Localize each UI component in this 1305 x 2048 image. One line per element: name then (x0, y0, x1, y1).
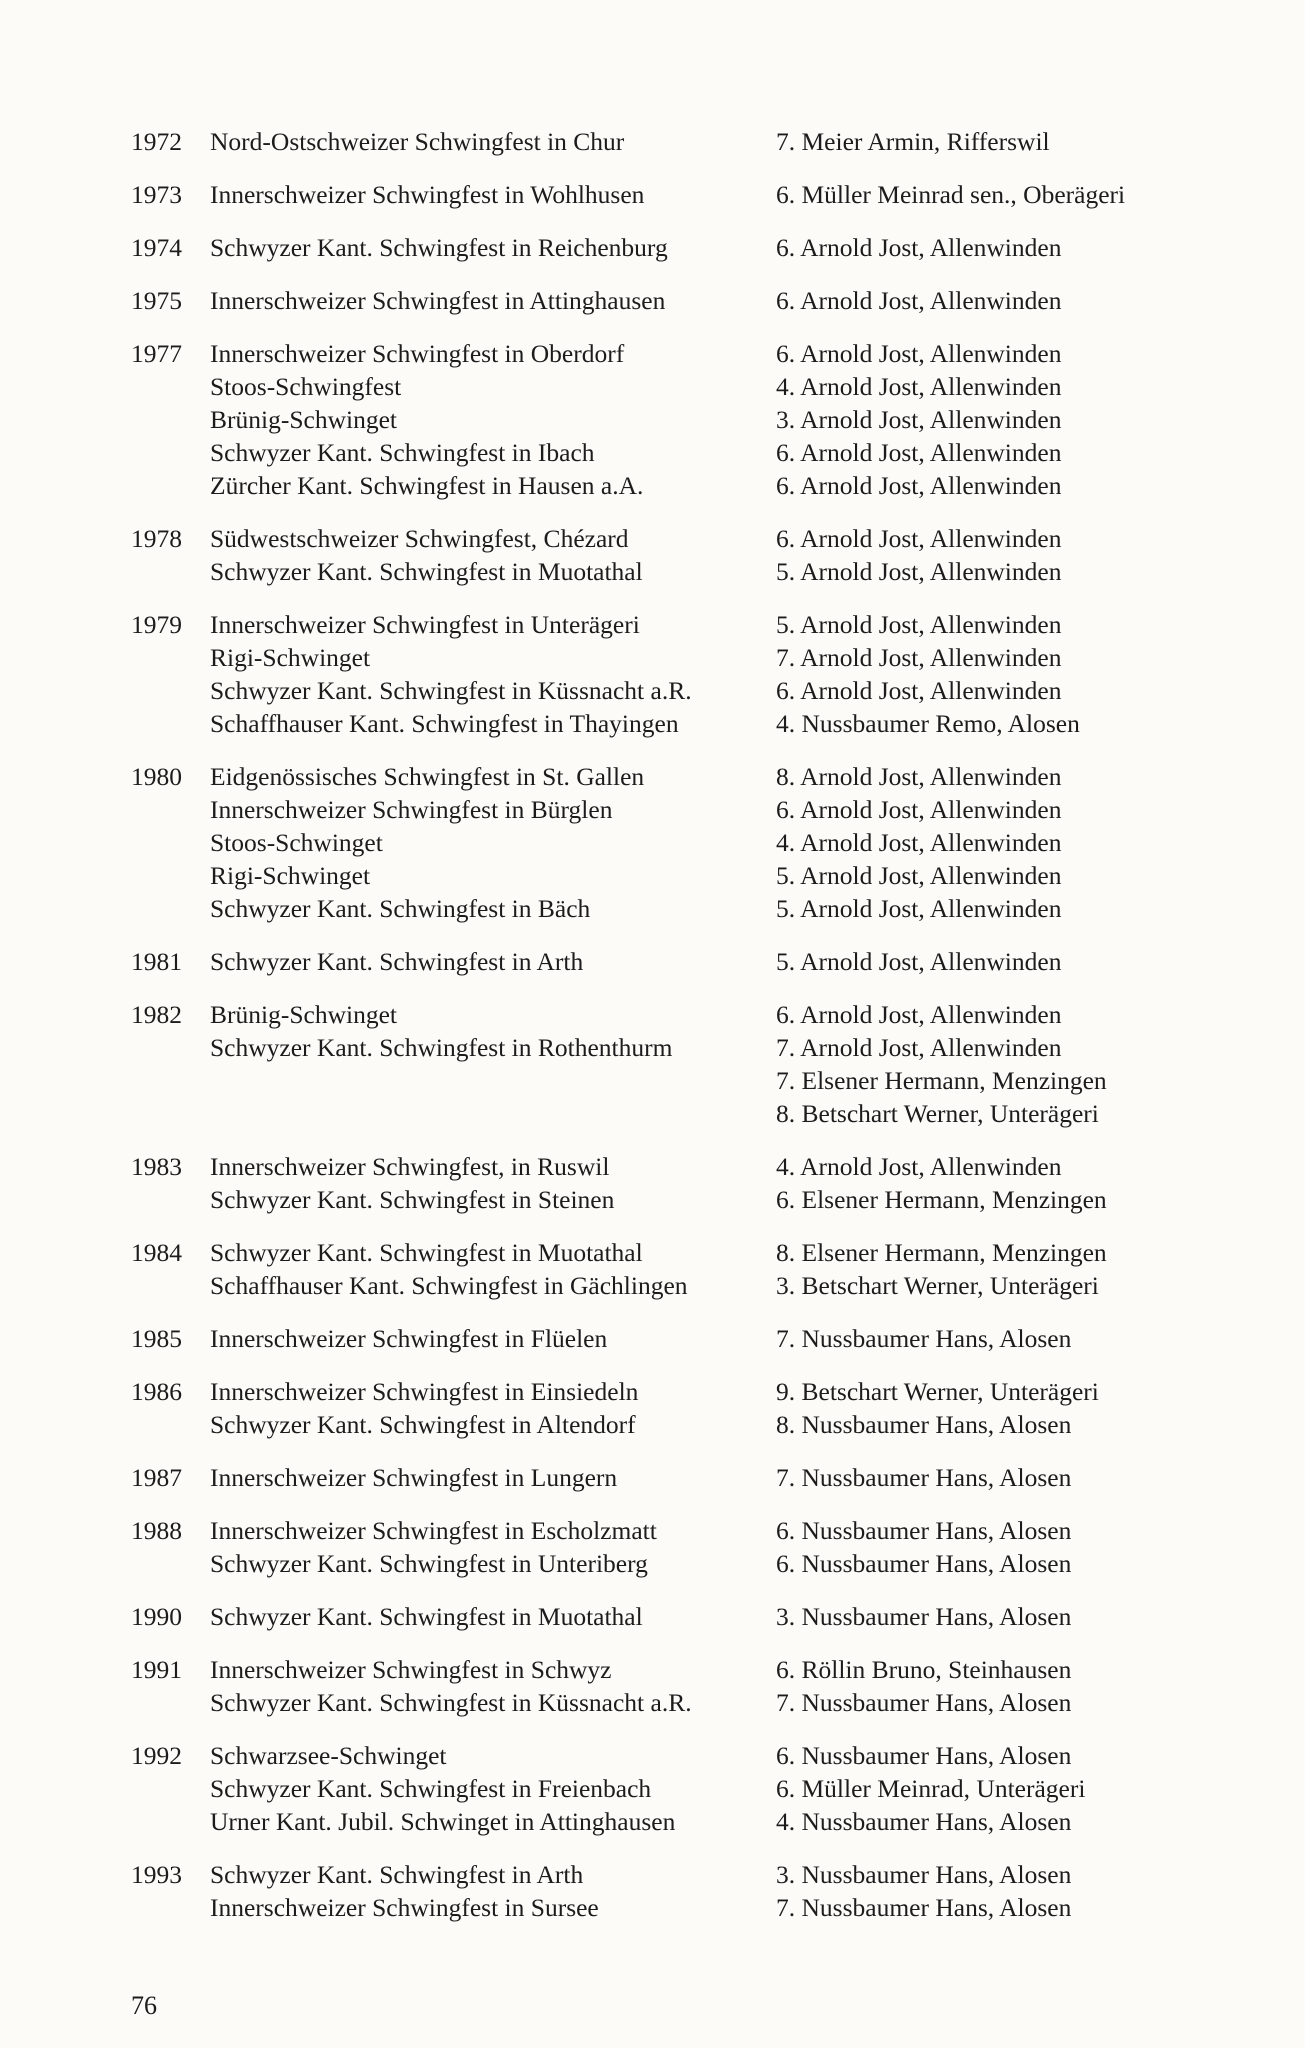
result-row (131, 1805, 1191, 1838)
placing-result: 6. Arnold Jost, Allenwinden (776, 471, 1062, 500)
result-row (131, 125, 1191, 158)
year-group (131, 998, 1191, 1130)
year: 1984 (131, 1238, 182, 1267)
result-row (131, 945, 1191, 978)
placing-result: 7. Nussbaumer Hans, Alosen (776, 1893, 1072, 1922)
placing-result: 6. Nussbaumer Hans, Alosen (776, 1516, 1072, 1545)
placing-result: 6. Arnold Jost, Allenwinden (776, 233, 1062, 262)
placing-result: 6. Arnold Jost, Allenwinden (776, 795, 1062, 824)
placing-result: 8. Arnold Jost, Allenwinden (776, 762, 1062, 791)
year (131, 436, 210, 469)
year-group (131, 1461, 1191, 1494)
event-name: Schwarzsee-Schwinget (210, 1741, 447, 1770)
event-name: Schwyzer Kant. Schwingfest in Steinen (210, 1185, 615, 1214)
year: 1988 (131, 1516, 182, 1545)
event-name: Schwyzer Kant. Schwingfest in Arth (210, 947, 584, 976)
year-group (131, 945, 1191, 978)
placing-result: 3. Nussbaumer Hans, Alosen (776, 1860, 1072, 1889)
placing-result: 6. Arnold Jost, Allenwinden (776, 1000, 1062, 1029)
result-row (131, 1183, 1191, 1216)
result-row (131, 1858, 1191, 1891)
year (131, 1408, 210, 1441)
placing-result: 7. Nussbaumer Hans, Alosen (776, 1324, 1072, 1353)
placing-result: 6. Nussbaumer Hans, Alosen (776, 1549, 1072, 1578)
year-group (131, 178, 1191, 211)
result-row (131, 1686, 1191, 1719)
year (131, 1097, 210, 1130)
placing-result: 3. Nussbaumer Hans, Alosen (776, 1602, 1072, 1631)
year-group (131, 522, 1191, 588)
year-group (131, 608, 1191, 740)
placing-result: 6. Nussbaumer Hans, Alosen (776, 1741, 1072, 1770)
page-number: 76 (131, 1991, 157, 2020)
placing-result: 6. Arnold Jost, Allenwinden (776, 339, 1062, 368)
result-row (131, 436, 1191, 469)
event-name: Südwestschweizer Schwingfest, Chézard (210, 524, 629, 553)
placing-result: 8. Elsener Hermann, Menzingen (776, 1238, 1107, 1267)
result-row (131, 1375, 1191, 1408)
year (131, 1064, 210, 1097)
result-row (131, 231, 1191, 264)
year: 1985 (131, 1324, 182, 1353)
year (131, 826, 210, 859)
result-row (131, 674, 1191, 707)
event-name: Schwyzer Kant. Schwingfest in Freienbach (210, 1774, 652, 1803)
placing-result: 4. Nussbaumer Remo, Alosen (776, 709, 1080, 738)
event-name: Schwyzer Kant. Schwingfest in Rothenthurm (210, 1033, 673, 1062)
year-group (131, 1739, 1191, 1838)
placing-result: 6. Arnold Jost, Allenwinden (776, 524, 1062, 553)
placing-result: 8. Nussbaumer Hans, Alosen (776, 1410, 1072, 1439)
event-name: Schaffhauser Kant. Schwingfest in Gächlingen (210, 1271, 688, 1300)
result-row (131, 555, 1191, 588)
year-group (131, 1236, 1191, 1302)
year-group (131, 125, 1191, 158)
year-group (131, 284, 1191, 317)
year: 1980 (131, 762, 182, 791)
event-name: Schwyzer Kant. Schwingfest in Arth (210, 1860, 584, 1889)
year (131, 1183, 210, 1216)
result-row (131, 641, 1191, 674)
year: 1981 (131, 947, 182, 976)
placing-result: 5. Arnold Jost, Allenwinden (776, 861, 1062, 890)
placing-result: 7. Nussbaumer Hans, Alosen (776, 1688, 1072, 1717)
placing-result: 7. Elsener Hermann, Menzingen (776, 1066, 1107, 1095)
result-row (131, 892, 1191, 925)
placing-result: 5. Arnold Jost, Allenwinden (776, 557, 1062, 586)
result-row (131, 1772, 1191, 1805)
year: 1979 (131, 610, 182, 639)
year-group (131, 1375, 1191, 1441)
placing-result: 5. Arnold Jost, Allenwinden (776, 894, 1062, 923)
placing-result: 4. Arnold Jost, Allenwinden (776, 828, 1062, 857)
placing-result: 8. Betschart Werner, Unterägeri (776, 1099, 1099, 1128)
year: 1977 (131, 339, 182, 368)
year (131, 1547, 210, 1580)
result-row (131, 1097, 1191, 1130)
result-row (131, 1031, 1191, 1064)
year (131, 793, 210, 826)
result-row (131, 1236, 1191, 1269)
year (131, 1772, 210, 1805)
year (131, 707, 210, 740)
year (131, 555, 210, 588)
event-name: Innerschweizer Schwingfest in Bürglen (210, 795, 613, 824)
event-name: Innerschweizer Schwingfest in Flüelen (210, 1324, 608, 1353)
year-group (131, 1600, 1191, 1633)
event-name: Rigi-Schwinget (210, 643, 371, 672)
placing-result: 3. Betschart Werner, Unterägeri (776, 1271, 1099, 1300)
event-name: Schwyzer Kant. Schwingfest in Küssnacht a.R. (210, 1688, 692, 1717)
result-row (131, 1064, 1191, 1097)
event-name: Innerschweizer Schwingfest in Escholzmatt (210, 1516, 657, 1545)
event-name (210, 1097, 776, 1130)
year-group (131, 1653, 1191, 1719)
event-name: Schwyzer Kant. Schwingfest in Ibach (210, 438, 595, 467)
event-name: Innerschweizer Schwingfest in Wohlhusen (210, 180, 645, 209)
year-group (131, 760, 1191, 925)
placing-result: 4. Nussbaumer Hans, Alosen (776, 1807, 1072, 1836)
result-row (131, 760, 1191, 793)
year-group (131, 1150, 1191, 1216)
result-row (131, 1600, 1191, 1633)
placing-result: 6. Arnold Jost, Allenwinden (776, 286, 1062, 315)
event-name: Innerschweizer Schwingfest in Einsiedeln (210, 1377, 639, 1406)
year: 1978 (131, 524, 182, 553)
placing-result: 6. Röllin Bruno, Steinhausen (776, 1655, 1072, 1684)
event-name: Innerschweizer Schwingfest, in Ruswil (210, 1152, 610, 1181)
placing-result: 6. Arnold Jost, Allenwinden (776, 676, 1062, 705)
result-row (131, 178, 1191, 211)
event-name: Schwyzer Kant. Schwingfest in Muotathal (210, 557, 643, 586)
result-row (131, 1269, 1191, 1302)
event-name: Brünig-Schwinget (210, 1000, 397, 1029)
year-group (131, 1514, 1191, 1580)
result-row (131, 1408, 1191, 1441)
placing-result: 5. Arnold Jost, Allenwinden (776, 610, 1062, 639)
event-name: Schwyzer Kant. Schwingfest in Muotathal (210, 1238, 643, 1267)
year (131, 370, 210, 403)
year: 1991 (131, 1655, 182, 1684)
year (131, 403, 210, 436)
placing-result: 5. Arnold Jost, Allenwinden (776, 947, 1062, 976)
result-row (131, 793, 1191, 826)
event-name: Innerschweizer Schwingfest in Schwyz (210, 1655, 612, 1684)
year: 1992 (131, 1741, 182, 1770)
event-name (210, 1064, 776, 1097)
year: 1975 (131, 286, 182, 315)
year: 1987 (131, 1463, 182, 1492)
event-name: Innerschweizer Schwingfest in Unterägeri (210, 610, 640, 639)
placing-result: 6. Müller Meinrad, Unterägeri (776, 1774, 1086, 1803)
event-name: Urner Kant. Jubil. Schwinget in Attinghausen (210, 1807, 676, 1836)
result-row (131, 1891, 1191, 1924)
year: 1993 (131, 1860, 182, 1889)
result-row (131, 859, 1191, 892)
year (131, 1269, 210, 1302)
results-list (131, 125, 1191, 1944)
year-group (131, 1858, 1191, 1924)
event-name: Innerschweizer Schwingfest in Lungern (210, 1463, 618, 1492)
year (131, 1031, 210, 1064)
event-name: Innerschweizer Schwingfest in Oberdorf (210, 339, 625, 368)
event-name: Innerschweizer Schwingfest in Attinghausen (210, 286, 666, 315)
placing-result: 3. Arnold Jost, Allenwinden (776, 405, 1062, 434)
result-row (131, 1322, 1191, 1355)
event-name: Schwyzer Kant. Schwingfest in Muotathal (210, 1602, 643, 1631)
year (131, 674, 210, 707)
result-row (131, 608, 1191, 641)
event-name: Eidgenössisches Schwingfest in St. Gallen (210, 762, 645, 791)
placing-result: 6. Elsener Hermann, Menzingen (776, 1185, 1107, 1214)
placing-result: 6. Müller Meinrad sen., Oberägeri (776, 180, 1126, 209)
event-name: Schwyzer Kant. Schwingfest in Bäch (210, 894, 591, 923)
placing-result: 4. Arnold Jost, Allenwinden (776, 372, 1062, 401)
placing-result: 7. Arnold Jost, Allenwinden (776, 643, 1062, 672)
result-row (131, 1461, 1191, 1494)
year (131, 1805, 210, 1838)
placing-result: 7. Nussbaumer Hans, Alosen (776, 1463, 1072, 1492)
placing-result: 9. Betschart Werner, Unterägeri (776, 1377, 1099, 1406)
event-name: Rigi-Schwinget (210, 861, 371, 890)
result-row (131, 1150, 1191, 1183)
result-row (131, 1514, 1191, 1547)
result-row (131, 284, 1191, 317)
year-group (131, 231, 1191, 264)
placing-result: 6. Arnold Jost, Allenwinden (776, 438, 1062, 467)
event-name: Zürcher Kant. Schwingfest in Hausen a.A. (210, 471, 644, 500)
placing-result: 7. Meier Armin, Rifferswil (776, 127, 1050, 156)
result-row (131, 370, 1191, 403)
result-row (131, 1547, 1191, 1580)
year: 1972 (131, 127, 182, 156)
year-group (131, 337, 1191, 502)
year: 1990 (131, 1602, 182, 1631)
event-name: Schaffhauser Kant. Schwingfest in Thayingen (210, 709, 679, 738)
event-name: Innerschweizer Schwingfest in Sursee (210, 1893, 599, 1922)
result-row (131, 707, 1191, 740)
year: 1982 (131, 1000, 182, 1029)
year (131, 859, 210, 892)
year (131, 641, 210, 674)
year: 1986 (131, 1377, 182, 1406)
result-row (131, 998, 1191, 1031)
event-name: Schwyzer Kant. Schwingfest in Küssnacht a.R. (210, 676, 692, 705)
year: 1973 (131, 180, 182, 209)
event-name: Stoos-Schwinget (210, 828, 383, 857)
year: 1974 (131, 233, 182, 262)
result-row (131, 1653, 1191, 1686)
year-group (131, 1322, 1191, 1355)
event-name: Schwyzer Kant. Schwingfest in Altendorf (210, 1410, 636, 1439)
result-row (131, 337, 1191, 370)
year (131, 1686, 210, 1719)
event-name: Stoos-Schwingfest (210, 372, 402, 401)
year: 1983 (131, 1152, 182, 1181)
result-row (131, 403, 1191, 436)
year (131, 469, 210, 502)
result-row (131, 826, 1191, 859)
result-row (131, 522, 1191, 555)
year (131, 1891, 210, 1924)
event-name: Nord-Ostschweizer Schwingfest in Chur (210, 127, 625, 156)
event-name: Schwyzer Kant. Schwingfest in Reichenburg (210, 233, 668, 262)
result-row (131, 469, 1191, 502)
placing-result: 4. Arnold Jost, Allenwinden (776, 1152, 1062, 1181)
event-name: Brünig-Schwinget (210, 405, 397, 434)
event-name: Schwyzer Kant. Schwingfest in Unteriberg (210, 1549, 648, 1578)
placing-result: 7. Arnold Jost, Allenwinden (776, 1033, 1062, 1062)
year (131, 892, 210, 925)
result-row (131, 1739, 1191, 1772)
